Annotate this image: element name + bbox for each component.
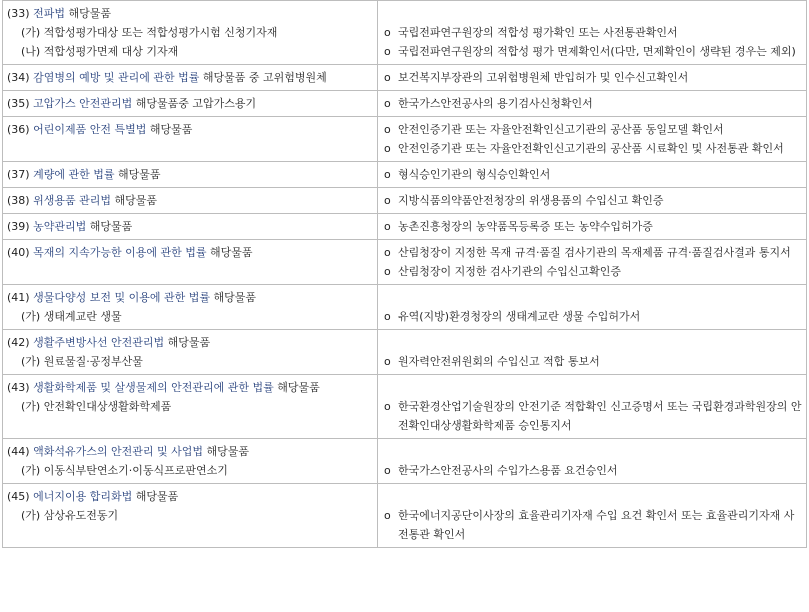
sub-category: (가) 적합성평가대상 또는 적합성평가시험 신청기자재 <box>21 26 278 39</box>
table-row <box>3 91 807 117</box>
spacer <box>384 333 802 352</box>
required-document: o 원자력안전위원회의 수입신고 적합 통보서 <box>384 352 802 371</box>
row-number: (44) <box>7 445 30 458</box>
law-heading <box>7 243 373 262</box>
row-number: (43) <box>7 381 30 394</box>
law-name: 목재의 지속가능한 이용에 관한 법률 <box>33 246 207 259</box>
law-name: 감염병의 예방 및 관리에 관한 법률 <box>33 71 200 84</box>
law-suffix: 해당물품 <box>206 246 253 259</box>
required-document: o 산림청장이 지정한 검사기관의 수입신고확인증 <box>384 262 802 281</box>
table-row <box>3 240 807 285</box>
law-suffix: 해당물품 <box>164 336 211 349</box>
document-cell <box>378 162 807 188</box>
spacer <box>384 487 802 506</box>
required-document: o 유역(지방)환경청장의 생태계교란 생물 수입허가서 <box>384 307 802 326</box>
document-cell <box>378 117 807 162</box>
law-heading <box>7 94 373 113</box>
document-cell <box>378 1 807 65</box>
law-heading <box>7 68 373 87</box>
table-row <box>3 375 807 439</box>
row-number: (36) <box>7 123 30 136</box>
law-cell <box>3 1 378 65</box>
document-cell <box>378 240 807 285</box>
required-document: o 국립전파연구원장의 적합성 평가 면제확인서(다만, 면제확인이 생략된 경우는 제외) <box>384 42 802 61</box>
table-row <box>3 117 807 162</box>
law-name: 농약관리법 <box>33 220 87 233</box>
sub-category: (가) 원료물질·공정부산물 <box>21 355 143 368</box>
law-heading <box>7 217 373 236</box>
law-suffix: 해당물품 <box>202 445 249 458</box>
law-cell <box>3 240 378 285</box>
row-number: (33) <box>7 7 30 20</box>
document-cell <box>378 439 807 484</box>
table-row <box>3 439 807 484</box>
requirements-table <box>2 0 807 548</box>
law-cell <box>3 91 378 117</box>
law-heading <box>7 378 373 397</box>
law-heading <box>7 487 373 506</box>
law-name: 고압가스 안전관리법 <box>33 97 133 110</box>
law-cell <box>3 439 378 484</box>
row-number: (34) <box>7 71 30 84</box>
required-document: o 지방식품의약품안전청장의 위생용품의 수입신고 확인증 <box>384 191 802 210</box>
table-row <box>3 484 807 548</box>
table-row <box>3 285 807 330</box>
law-suffix: 해당물품 <box>64 7 111 20</box>
law-heading <box>7 4 373 23</box>
law-suffix: 해당물품 <box>114 168 161 181</box>
law-heading <box>7 442 373 461</box>
row-number: (37) <box>7 168 30 181</box>
table-row <box>3 1 807 65</box>
law-cell <box>3 65 378 91</box>
required-document: o 안전인증기관 또는 자율안전확인신고기관의 공산품 시료확인 및 사전통관 확인서 <box>384 139 802 158</box>
document-cell <box>378 91 807 117</box>
spacer <box>384 442 802 461</box>
law-cell <box>3 162 378 188</box>
law-name: 계량에 관한 법률 <box>33 168 115 181</box>
law-cell <box>3 214 378 240</box>
law-name: 생활화학제품 및 살생물제의 안전관리에 관한 법률 <box>33 381 274 394</box>
row-number: (35) <box>7 97 30 110</box>
law-name: 액화석유가스의 안전관리 및 사업법 <box>33 445 203 458</box>
law-heading <box>7 165 373 184</box>
row-number: (42) <box>7 336 30 349</box>
table-row <box>3 188 807 214</box>
law-heading <box>7 191 373 210</box>
required-document: o 한국가스안전공사의 용기검사신청확인서 <box>384 94 802 113</box>
law-cell <box>3 188 378 214</box>
document-cell <box>378 484 807 548</box>
law-suffix: 해당물품 <box>110 194 157 207</box>
sub-category: (가) 생태계교란 생물 <box>21 310 122 323</box>
law-cell <box>3 285 378 330</box>
law-heading <box>7 333 373 352</box>
law-cell <box>3 484 378 548</box>
row-number: (38) <box>7 194 30 207</box>
required-document: o 산림청장이 지정한 목재 규격·품질 검사기관의 목재제품 규격·품질검사결과 통지서 <box>384 243 802 262</box>
table-row <box>3 330 807 375</box>
required-document: o 한국환경산업기술원장의 안전기준 적합확인 신고증명서 또는 국립환경과학원장의 안전확인대상생활화학제품 승인통지서 <box>384 397 802 435</box>
document-cell <box>378 375 807 439</box>
spacer <box>384 288 802 307</box>
law-suffix: 해당물품 <box>86 220 133 233</box>
document-cell <box>378 188 807 214</box>
required-document: o 한국가스안전공사의 수입가스용품 요건승인서 <box>384 461 802 480</box>
required-document: o 한국에너지공단이사장의 효율관리기자재 수입 요건 확인서 또는 효율관리기자재 사전통관 확인서 <box>384 506 802 544</box>
law-name: 전파법 <box>33 7 65 20</box>
law-name: 생활주변방사선 안전관리법 <box>33 336 165 349</box>
row-number: (39) <box>7 220 30 233</box>
law-suffix: 해당물품 <box>209 291 256 304</box>
law-heading <box>7 288 373 307</box>
required-document: o 국립전파연구원장의 적합성 평가확인 또는 사전통관확인서 <box>384 23 802 42</box>
required-document: o 형식승인기관의 형식승인확인서 <box>384 165 802 184</box>
document-cell <box>378 285 807 330</box>
spacer <box>384 4 802 23</box>
row-number: (41) <box>7 291 30 304</box>
law-suffix: 해당물품 중 고위험병원체 <box>199 71 327 84</box>
spacer <box>384 378 802 397</box>
law-name: 생물다양성 보전 및 이용에 관한 법률 <box>33 291 210 304</box>
law-suffix: 해당물품 <box>273 381 320 394</box>
document-cell <box>378 214 807 240</box>
required-document: o 안전인증기관 또는 자율안전확인신고기관의 공산품 동일모델 확인서 <box>384 120 802 139</box>
sub-category: (가) 이동식부탄연소기·이동식프로판연소기 <box>21 464 228 477</box>
law-heading <box>7 120 373 139</box>
required-document: o 보건복지부장관의 고위험병원체 반입허가 및 인수신고확인서 <box>384 68 802 87</box>
table-row <box>3 214 807 240</box>
required-document: o 농촌진흥청장의 농약품목등록증 또는 농약수입허가증 <box>384 217 802 236</box>
law-suffix: 해당물품중 고압가스용기 <box>132 97 257 110</box>
sub-category: (가) 안전확인대상생활화학제품 <box>21 400 172 413</box>
law-name: 에너지이용 합리화법 <box>33 490 133 503</box>
sub-category: (나) 적합성평가면제 대상 기자재 <box>21 45 179 58</box>
law-name: 위생용품 관리법 <box>33 194 111 207</box>
document-cell <box>378 330 807 375</box>
law-name: 어린이제품 안전 특별법 <box>33 123 147 136</box>
table-row <box>3 162 807 188</box>
law-suffix: 해당물품 <box>132 490 179 503</box>
row-number: (40) <box>7 246 30 259</box>
law-suffix: 해당물품 <box>146 123 193 136</box>
document-cell <box>378 65 807 91</box>
law-cell <box>3 117 378 162</box>
table-row <box>3 65 807 91</box>
sub-category: (가) 삼상유도전동기 <box>21 509 119 522</box>
row-number: (45) <box>7 490 30 503</box>
law-cell <box>3 375 378 439</box>
law-cell <box>3 330 378 375</box>
